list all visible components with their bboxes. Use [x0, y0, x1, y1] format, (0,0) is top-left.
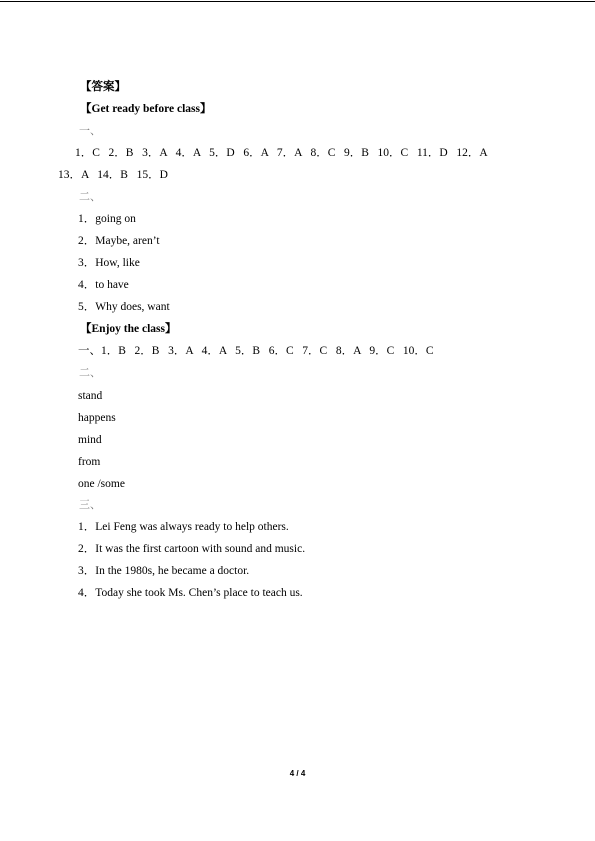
list-item: 4．to have: [78, 279, 129, 291]
part-label-3: 三、: [79, 498, 101, 511]
list-item: 5．Why does, want: [78, 301, 170, 313]
list-item: from: [78, 456, 101, 468]
list-item: 1．going on: [78, 213, 136, 225]
part-label-2: 二、: [79, 366, 101, 379]
header-rule: [0, 1, 595, 2]
part-label-1: 一、: [79, 124, 101, 137]
answer-row: 13．A 14．B 15．D: [58, 169, 168, 181]
list-item: stand: [78, 390, 103, 402]
list-item: mind: [78, 434, 102, 446]
list-item: 3．How, like: [78, 257, 140, 269]
section-heading-get-ready: 【Get ready before class】: [80, 103, 212, 115]
list-item: 3．In the 1980s, he became a doctor.: [78, 565, 250, 577]
section-heading-enjoy: 【Enjoy the class】: [80, 323, 177, 335]
list-item: 4．Today she took Ms. Chen’s place to teach us.: [78, 587, 303, 599]
answer-heading: 【答案】: [80, 81, 126, 93]
list-item: 2．It was the first cartoon with sound and music.: [78, 543, 306, 555]
list-item: one /some: [78, 478, 125, 490]
answer-row: 一、1．B 2．B 3．A 4．A 5．B 6．C 7．C 8．A 9．C 10．C: [78, 345, 434, 357]
page-number: 4 / 4: [289, 769, 306, 778]
list-item: 1．Lei Feng was always ready to help others.: [78, 521, 289, 533]
answer-row: 1．C 2．B 3．A 4．A 5．D 6．A 7．A 8．C 9．B 10．C 11．D 12．A: [75, 147, 488, 159]
list-item: happens: [78, 412, 116, 424]
list-item: 2．Maybe, aren’t: [78, 235, 160, 247]
part-label-2: 二、: [79, 190, 101, 203]
